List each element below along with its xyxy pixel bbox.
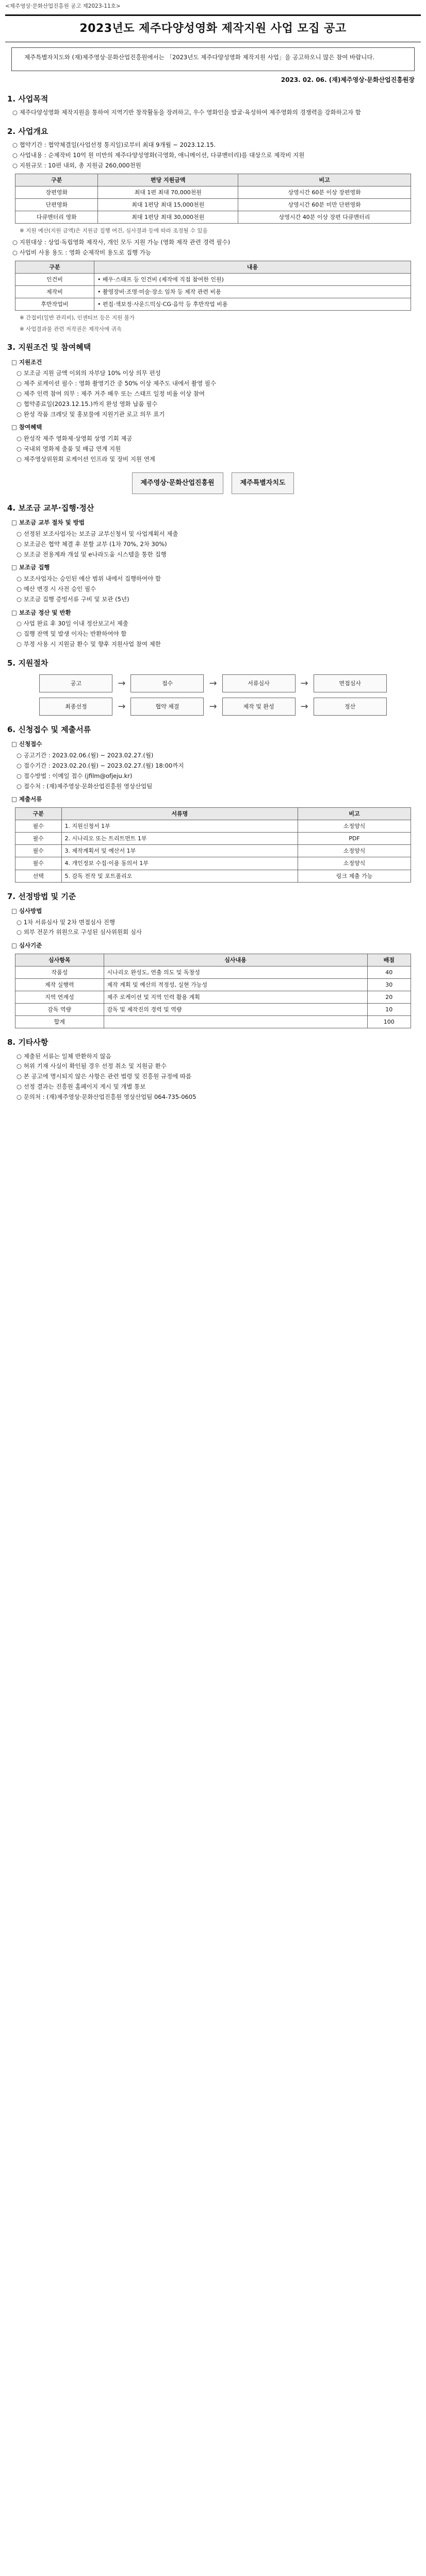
section-title: 3. 지원조건 및 참여혜택	[7, 343, 91, 352]
section-title: 7. 선정방법 및 기준	[7, 891, 76, 901]
procedure-flow	[18, 698, 408, 716]
section-subsidy	[7, 502, 419, 649]
flow-step: 서류심사	[222, 674, 296, 692]
table-row	[15, 198, 411, 211]
sub-title: □ 참여혜택	[11, 423, 42, 431]
table-cell: 인건비	[15, 273, 94, 285]
table-cell: 필수	[15, 857, 62, 870]
sub-title: □ 지원조건	[11, 358, 42, 366]
body-line: ○ 사업내용 : 순제작비 10억 원 미만의 제주다양성영화(극영화, 애니메이션, 다큐멘터리)를 대상으로 제작비 지원	[12, 151, 305, 159]
body-line: ○ 국내외 영화제 출품 및 배급 연계 지원	[17, 445, 121, 453]
table-header: 구분	[15, 261, 94, 273]
table-row	[15, 870, 411, 882]
body-line: ○ 접수기간 : 2023.02.20.(월) ~ 2023.02.27.(월) 18:00까지	[17, 762, 184, 770]
table-row	[15, 1016, 411, 1028]
table-cell: 선택	[15, 870, 62, 882]
spacer	[0, 1103, 426, 1113]
table-cell: 소정양식	[298, 820, 411, 833]
arrow-right-icon: →	[300, 701, 308, 712]
documents-table	[15, 807, 411, 882]
province-logo: 제주특별자치도	[232, 472, 294, 494]
table-row	[15, 1004, 411, 1016]
table-cell	[104, 1016, 367, 1028]
body-line: ○ 제출된 서류는 일체 반환하지 않음	[17, 1052, 111, 1060]
note-line: ※ 간접비(일반 관리비), 인센티브 등은 지원 불가	[20, 314, 135, 321]
body-line: ○ 완성작 제주 영화제·상영회 상영 기회 제공	[17, 435, 133, 443]
intro-box	[11, 47, 415, 71]
table-header: 심사항목	[15, 954, 104, 967]
body-line: ○ 지원대상 : 상업·독립영화 제작사, 개인 모두 지원 가능 (영화 제작 관련 경력 필수)	[12, 238, 231, 246]
flow-step: 면접심사	[314, 674, 387, 692]
section-title: 6. 신청접수 및 제출서류	[7, 725, 91, 735]
table-row	[15, 967, 411, 979]
body-line: ○ 완성 작품 크레딧 및 홍보물에 지원기관 로고 의무 표기	[17, 410, 165, 418]
table-cell: 100	[367, 1016, 411, 1028]
table-cell: • 촬영장비·조명·미술·장소 임차 등 제작 관련 비용	[94, 285, 411, 298]
table-cell: 시나리오 완성도, 연출 의도 및 독창성	[104, 967, 367, 979]
sub-title: □ 신청접수	[11, 740, 42, 748]
arrow-right-icon: →	[300, 677, 308, 689]
table-cell: 필수	[15, 845, 62, 857]
body-line: ○ 접수방법 : 이메일 접수 (jfilm@ofjeju.kr)	[17, 772, 133, 779]
table-cell: 제작 계획 및 예산의 적정성, 실현 가능성	[104, 979, 367, 991]
table-cell: 지역 연계성	[15, 991, 104, 1004]
table-header: 구분	[15, 808, 62, 820]
flow-step: 정산	[314, 698, 387, 716]
usage-table	[15, 261, 411, 311]
sub-title: □ 보조금 교부 절차 및 방법	[11, 519, 85, 527]
body-line: ○ 보조사업자는 승인된 예산 범위 내에서 집행하여야 함	[17, 575, 161, 583]
body-line: ○ 제주다양성영화 제작지원을 통하여 지역기반 창작활동을 장려하고, 우수 영화인을 발굴·육성하여 제주영화의 경쟁력을 강화하고자 함	[12, 109, 361, 116]
table-cell: 최대 1편 최대 70,000천원	[98, 186, 238, 198]
table-row	[15, 211, 411, 223]
arrow-right-icon: →	[118, 701, 126, 712]
body-line: ○ 외부 전문가 위원으로 구성된 심사위원회 심사	[17, 928, 142, 936]
body-line: ○ 보조금은 협약 체결 후 분할 교부 (1차 70%, 2차 30%)	[17, 540, 167, 548]
header-note: <제주영상·문화산업진흥원 공고 제2023-11호>	[5, 3, 121, 9]
table-header: 비고	[238, 174, 411, 186]
table-cell: 다큐멘터리 영화	[15, 211, 98, 223]
table-cell: 후반작업비	[15, 298, 94, 310]
section-title: 2. 사업개요	[7, 126, 48, 136]
table-cell: 상영시간 40분 이상 장편 다큐멘터리	[238, 211, 411, 223]
flow-step: 최종선정	[39, 698, 112, 716]
body-line: ○ 집행 잔액 및 발생 이자는 반환하여야 함	[17, 630, 127, 638]
sub-title: □ 심사기준	[11, 942, 42, 950]
table-cell: 상영시간 60분 미만 단편영화	[238, 198, 411, 211]
body-line: ○ 예산 변경 시 사전 승인 필수	[17, 585, 96, 592]
table-cell: 제주 로케이션 및 지역 인력 활용 계획	[104, 991, 367, 1004]
section-misc	[7, 1037, 419, 1101]
table-row	[15, 979, 411, 991]
body-line: ○ 문의처 : (재)제주영상·문화산업진흥원 영상산업팀 064-735-0605	[17, 1093, 196, 1100]
criteria-table	[15, 954, 411, 1028]
body-line: ○ 본 공고에 명시되지 않은 사항은 관련 법령 및 진흥원 규정에 따름	[17, 1073, 192, 1080]
procedure-flow	[18, 674, 408, 692]
section-title: 1. 사업목적	[7, 94, 48, 104]
table-cell: 3. 제작계획서 및 예산서 1부	[61, 845, 298, 857]
table-row	[15, 285, 411, 298]
body-line: ○ 1차 서류심사 및 2차 면접심사 진행	[17, 918, 116, 926]
arrow-right-icon: →	[209, 677, 217, 689]
flow-step: 협약 체결	[130, 698, 204, 716]
section-selection	[7, 891, 419, 1029]
table-cell: • 편집·색보정·사운드믹싱·CG·음악 등 후반작업 비용	[94, 298, 411, 310]
body-line: ○ 협약종료일(2023.12.15.)까지 완성 영화 납품 필수	[17, 400, 158, 408]
table-header: 편당 지원금액	[98, 174, 238, 186]
table-cell: 링크 제출 가능	[298, 870, 411, 882]
table-row	[15, 857, 411, 870]
table-row	[15, 273, 411, 285]
table-cell: 10	[367, 1004, 411, 1016]
table-cell: 단편영화	[15, 198, 98, 211]
table-cell: 제작비	[15, 285, 94, 298]
body-line: ○ 보조금 지원 금액 이외의 자부담 10% 이상 의무 편성	[17, 369, 161, 377]
table-cell: 1. 지원신청서 1부	[61, 820, 298, 833]
section-conditions	[7, 342, 419, 494]
table-row	[15, 991, 411, 1004]
table-cell: 최대 1편당 최대 15,000천원	[98, 198, 238, 211]
table-header: 서류명	[61, 808, 298, 820]
sub-title: □ 심사방법	[11, 907, 42, 914]
section-procedure	[7, 657, 419, 716]
table-cell: 30	[367, 979, 411, 991]
flow-step: 공고	[39, 674, 112, 692]
table-row	[15, 833, 411, 845]
logo-strip	[28, 472, 398, 494]
sub-title: □ 보조금 정산 및 반환	[11, 608, 71, 616]
section-title: 4. 보조금 교부·집행·정산	[7, 503, 94, 513]
table-header: 비고	[298, 808, 411, 820]
body-line: ○ 공고기간 : 2023.02.06.(월) ~ 2023.02.27.(월)	[17, 752, 154, 759]
body-line: ○ 보조금 전용계좌 개설 및 e나라도움 시스템을 통한 집행	[17, 550, 167, 558]
table-cell: PDF	[298, 833, 411, 845]
body-line: ○ 사업 완료 후 30일 이내 정산보고서 제출	[17, 620, 128, 628]
sub-title: □ 제출서류	[11, 795, 42, 803]
table-cell: 작품성	[15, 967, 104, 979]
agency-logo: 제주영상·문화산업진흥원	[132, 472, 223, 494]
table-cell: 소정양식	[298, 857, 411, 870]
table-cell: 감독 역량	[15, 1004, 104, 1016]
table-cell: 40	[367, 967, 411, 979]
table-cell: 소정양식	[298, 845, 411, 857]
body-line: ○ 선정 결과는 진흥원 홈페이지 게시 및 개별 통보	[17, 1083, 146, 1091]
body-line: ○ 제주 로케이션 필수 : 영화 촬영기간 중 50% 이상 제주도 내에서 촬영 필수	[17, 380, 216, 387]
body-line: ○ 제주영상위원회 로케이션 인프라 및 장비 지원 연계	[17, 455, 155, 463]
body-line: ○ 접수처 : (재)제주영상·문화산업진흥원 영상산업팀	[17, 782, 153, 790]
table-cell: 장편영화	[15, 186, 98, 198]
note-line: ※ 지원 예산(지원 금액)은 지원금 집행 여건, 심사결과 등에 따라 조정될 수 있음	[20, 227, 208, 234]
body-line: ○ 허위 기재 사실이 확인될 경우 선정 취소 및 지원금 환수	[17, 1062, 167, 1070]
body-line: ○ 선정된 보조사업자는 보조금 교부신청서 및 사업계획서 제출	[17, 530, 178, 537]
table-header: 심사내용	[104, 954, 367, 967]
support-table	[15, 174, 411, 224]
table-cell: • 배우·스태프 등 인건비 (제작에 직접 참여한 인원)	[94, 273, 411, 285]
table-cell: 제작 실행력	[15, 979, 104, 991]
table-row	[15, 298, 411, 310]
table-row	[15, 820, 411, 833]
section-overview	[7, 126, 419, 333]
body-line: ○ 지원규모 : 10편 내외, 총 지원금 260,000천원	[12, 161, 141, 169]
flow-step: 제작 및 완성	[222, 698, 296, 716]
body-line: ○ 협약기간 : 협약체결일(사업선정 통지일)로부터 최대 9개월 ~ 2023.12.15.	[12, 141, 216, 149]
arrow-right-icon: →	[118, 677, 126, 689]
table-cell: 2. 시나리오 또는 트리트먼트 1부	[61, 833, 298, 845]
table-header: 배점	[367, 954, 411, 967]
table-row	[15, 845, 411, 857]
section-application	[7, 724, 419, 882]
table-cell: 감독 및 제작진의 경력 및 역량	[104, 1004, 367, 1016]
table-cell: 합계	[15, 1016, 104, 1028]
note-line: ※ 사업결과물 관련 저작권은 제작사에 귀속	[20, 326, 122, 333]
flow-step: 접수	[130, 674, 204, 692]
date-signature: 2023. 02. 06. (재)제주영상·문화산업진흥원장	[281, 76, 415, 84]
section-title: 8. 기타사항	[7, 1038, 48, 1047]
intro-paragraph: 제주특별자치도와 (재)제주영상·문화산업진흥원에서는 「2023년도 제주다양성영화 제작지원 사업」을 공고하오니 많은 참여 바랍니다.	[24, 54, 375, 61]
body-line: ○ 부정 사용 시 지원금 환수 및 향후 지원사업 참여 제한	[17, 640, 161, 648]
table-header: 구분	[15, 174, 98, 186]
table-cell: 필수	[15, 833, 62, 845]
body-line: ○ 보조금 집행 증빙서류 구비 및 보관 (5년)	[17, 595, 129, 603]
table-cell: 최대 1편당 최대 30,000천원	[98, 211, 238, 223]
table-cell: 4. 개인정보 수집·이용 동의서 1부	[61, 857, 298, 870]
arrow-right-icon: →	[209, 701, 217, 712]
table-cell: 필수	[15, 820, 62, 833]
section-title: 5. 지원절차	[7, 658, 48, 668]
table-cell: 5. 감독 전작 및 포트폴리오	[61, 870, 298, 882]
page-title: 2023년도 제주다양성영화 제작지원 사업 모집 공고	[5, 14, 421, 42]
sub-title: □ 보조금 집행	[11, 564, 50, 571]
body-line: ○ 제주 인력 참여 의무 : 제주 거주 배우 또는 스태프 일정 비율 이상 참여	[17, 390, 205, 397]
table-cell: 상영시간 60분 이상 장편영화	[238, 186, 411, 198]
section-purpose	[7, 93, 419, 117]
body-line: ○ 사업비 사용 용도 : 영화 순제작비 용도로 집행 가능	[12, 248, 151, 256]
table-header: 내용	[94, 261, 411, 273]
table-cell: 20	[367, 991, 411, 1004]
table-row	[15, 186, 411, 198]
